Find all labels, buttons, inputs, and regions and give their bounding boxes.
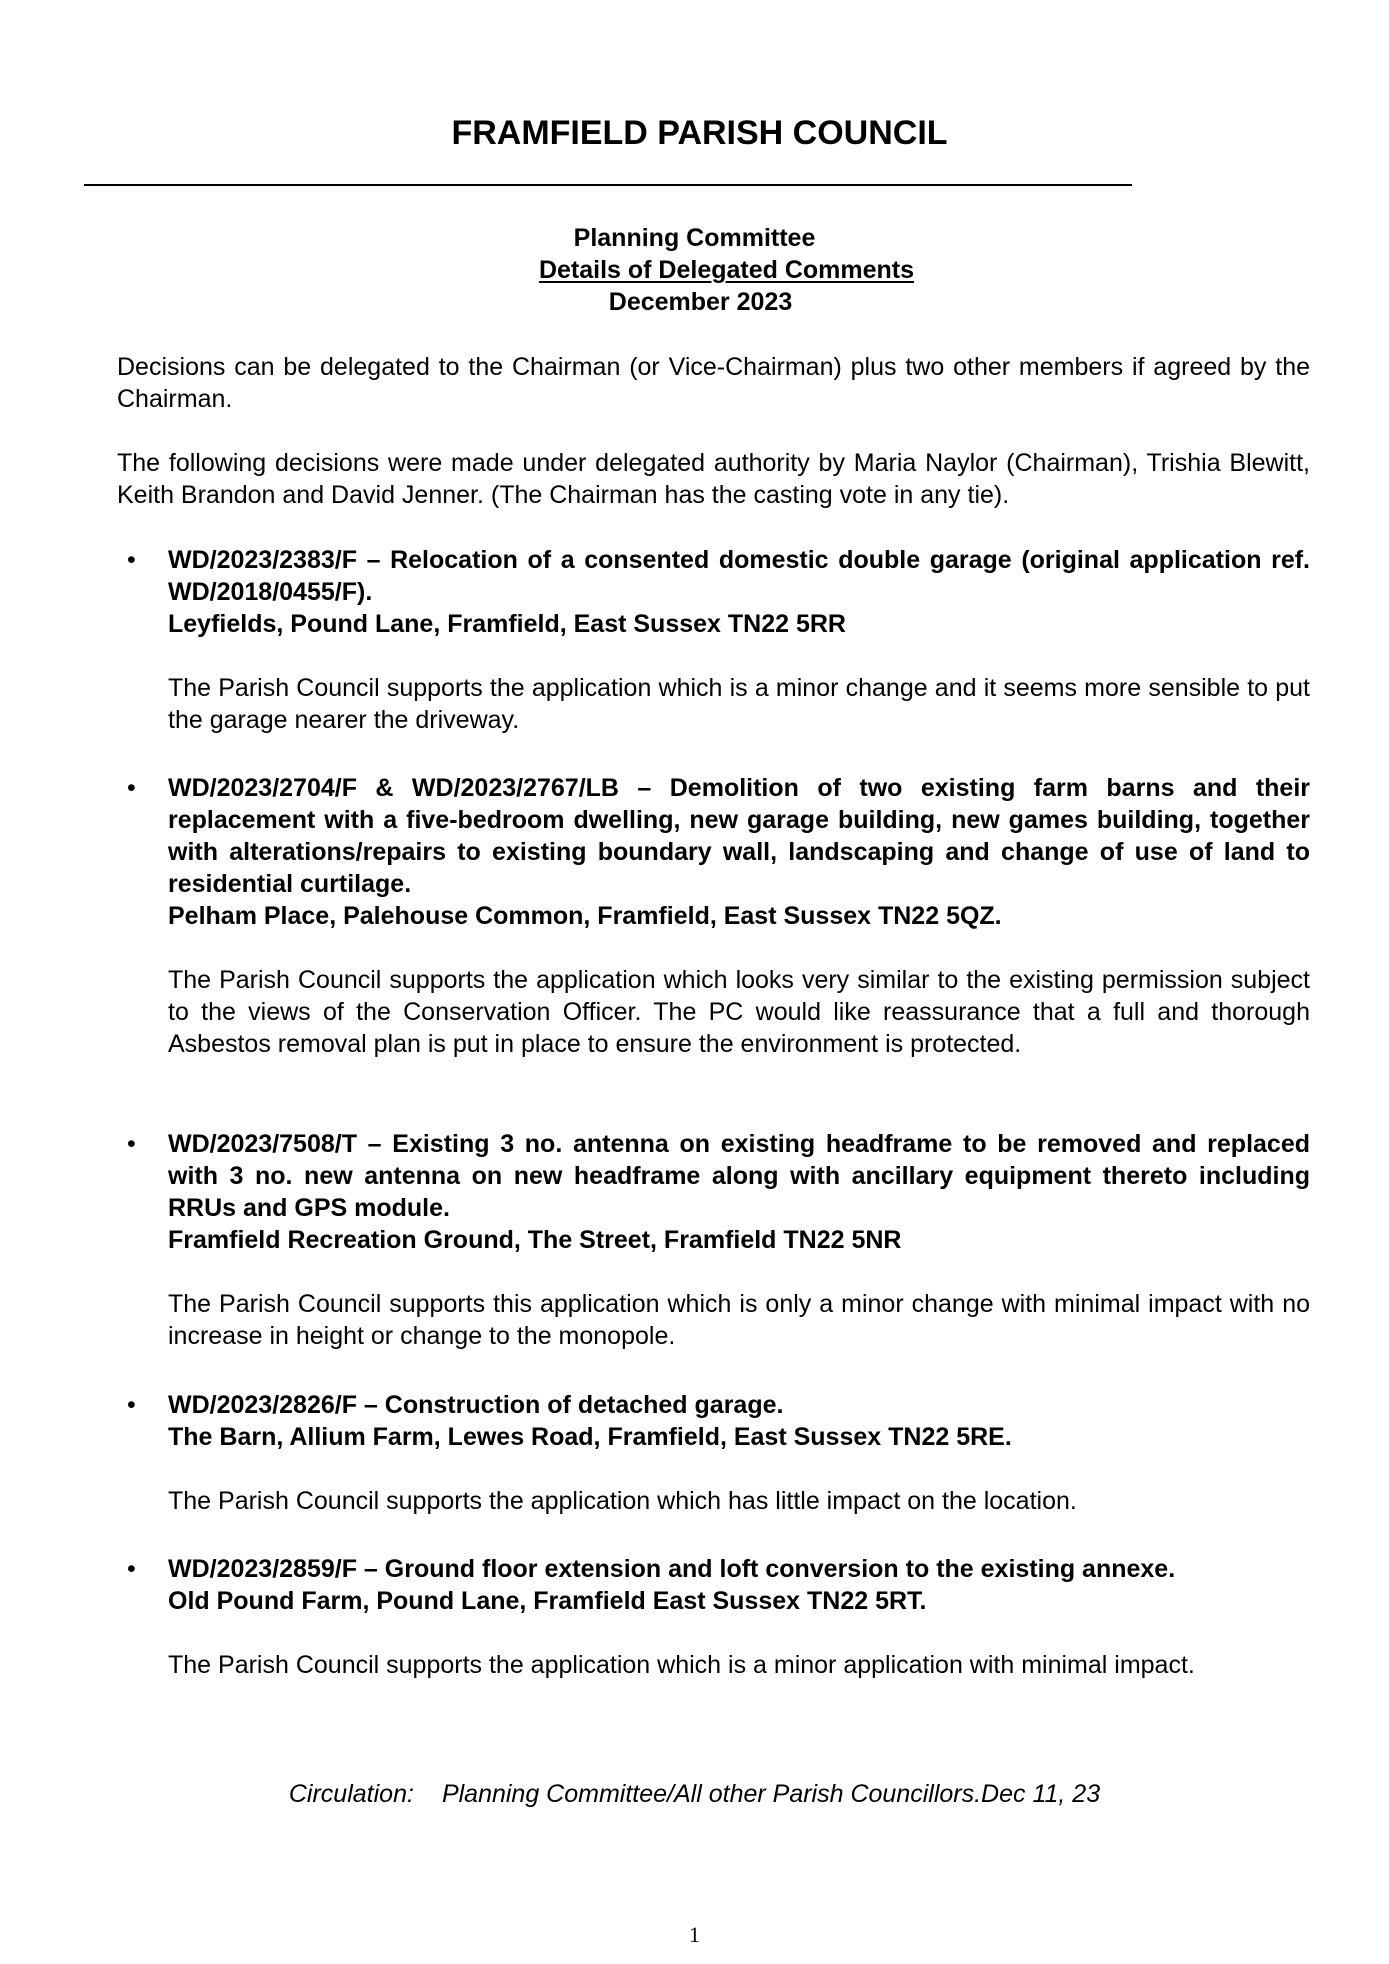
circulation-line bbox=[0, 1780, 1389, 1809]
application-address: The Barn, Allium Farm, Lewes Road, Framfield, East Sussex TN22 5RE. bbox=[168, 1423, 1012, 1451]
council-title bbox=[0, 114, 1389, 153]
intro-paragraph-authority: The following decisions were made under delegated authority by Maria Naylor (Chairman), Trishia Blewitt, Keith Brandon and David Jenner. (The Chairman has the casting vote in any tie). bbox=[117, 449, 1310, 509]
council-title-text: FRAMFIELD PARISH COUNCIL bbox=[451, 114, 948, 152]
application-comment: The Parish Council supports the application which is a minor application with minimal impact. bbox=[168, 1651, 1195, 1679]
committee-name: Planning Committee bbox=[573, 224, 816, 252]
application-comment: The Parish Council supports the application which looks very similar to the existing permission subject to the views of the Conservation Officer. The PC would like reassurance that a full and thorough Asbestos removal plan is put in place to ensure the environment is protected. bbox=[168, 966, 1310, 1058]
application-heading: WD/2023/2826/F – Construction of detached garage. bbox=[168, 1391, 784, 1419]
application-address: Framfield Recreation Ground, The Street, Framfield TN22 5NR bbox=[168, 1226, 902, 1254]
subtitle-heading bbox=[32, 254, 1389, 286]
bullet-icon: • bbox=[127, 1130, 136, 1158]
application-comment: The Parish Council supports the application which has little impact on the location. bbox=[168, 1487, 1077, 1515]
application-comment: The Parish Council supports the application which is a minor change and it seems more sensible to put the garage nearer the driveway. bbox=[168, 674, 1310, 734]
page-number: 1 bbox=[689, 1922, 700, 1947]
application-item bbox=[117, 544, 1310, 736]
application-item bbox=[117, 772, 1310, 1060]
application-item bbox=[117, 1128, 1310, 1352]
subtitle-text: Details of Delegated Comments bbox=[538, 256, 915, 284]
application-address: Leyfields, Pound Lane, Framfield, East Sussex TN22 5RR bbox=[168, 610, 846, 638]
date-heading bbox=[6, 286, 1389, 318]
header-rule bbox=[84, 184, 1132, 186]
bullet-icon: • bbox=[127, 774, 136, 802]
application-address: Pelham Place, Palehouse Common, Framfield, East Sussex TN22 5QZ. bbox=[168, 902, 1002, 930]
application-heading: WD/2023/2704/F & WD/2023/2767/LB – Demolition of two existing farm barns and their replacement with a five-bedroom dwelling, new garage building, new games building, together with alterations/repairs to existing boundary wall, landscaping and change of use of land to residential curtilage. bbox=[168, 774, 1310, 898]
application-item bbox=[117, 1553, 1310, 1681]
committee-heading bbox=[0, 222, 1389, 254]
bullet-icon: • bbox=[127, 1391, 136, 1419]
circulation-label: Circulation: bbox=[288, 1780, 414, 1808]
application-address: Old Pound Farm, Pound Lane, Framfield East Sussex TN22 5RT. bbox=[168, 1587, 927, 1615]
application-item bbox=[117, 1389, 1310, 1517]
circulation-text: Planning Committee/All other Parish Councillors.Dec 11, 23 bbox=[441, 1780, 1101, 1808]
application-heading: WD/2023/2859/F – Ground floor extension and loft conversion to the existing annexe. bbox=[168, 1555, 1176, 1583]
application-heading: WD/2023/7508/T – Existing 3 no. antenna on existing headframe to be removed and replaced with 3 no. new antenna on new headframe along with ancillary equipment thereto including RRUs and GPS module. bbox=[168, 1130, 1310, 1222]
date-text: December 2023 bbox=[608, 288, 793, 316]
bullet-icon: • bbox=[127, 1555, 136, 1583]
bullet-icon: • bbox=[127, 546, 136, 574]
application-heading: WD/2023/2383/F – Relocation of a consented domestic double garage (original application ref. WD/2018/0455/F). bbox=[168, 546, 1310, 606]
intro-paragraph-delegation: Decisions can be delegated to the Chairman (or Vice-Chairman) plus two other members if agreed by the Chairman. bbox=[117, 353, 1310, 413]
application-comment: The Parish Council supports this application which is only a minor change with minimal impact with no increase in height or change to the monopole. bbox=[168, 1290, 1310, 1350]
